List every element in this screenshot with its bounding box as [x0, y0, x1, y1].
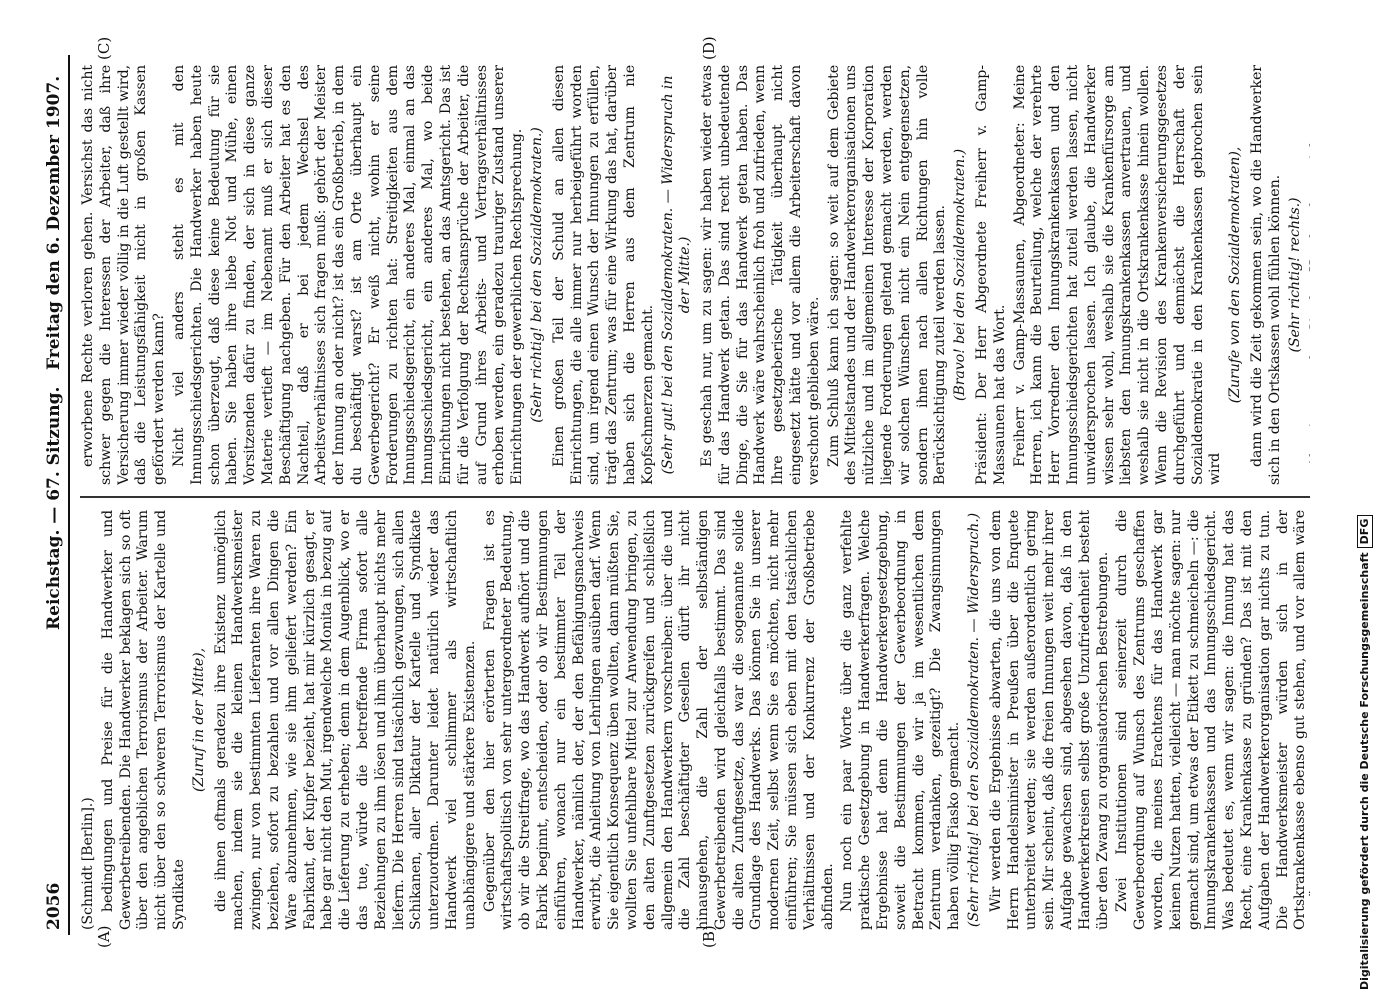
paragraph: die ihnen oftmals geradezu ihre Existenz unmöglich machen, indem sie die kleinen Handwerksmeister zwingen, nur von bestimmten Lieferanten ihre Waren zu beziehen, sofort zu bezahlen und vor allen Dingen die Ware abzunehmen, wie sie ihm geliefert werden? Ein Fabrikant, der Kupfer bezieht, hat mir kürzlich gesagt, er habe gar nicht den Mut, irgendwelche Monita in bezug auf die Lieferung zu erheben; denn in dem Augenblick, wo er das tue, würde die betreffende Firma sofort alle Beziehungen zu ihm lösen und ihm überhaupt nichts mehr liefern. Die Herren sind tatsächlich gezwungen, sich allen Schikanen, aller Diktatur der Kartelle und Syndikate unterzuordnen. Darunter leidet natürlich wieder das Handwerk viel schlimmer als wirtschaftlich unabhängigere und stärkere Existenzen.: [212, 510, 478, 930]
paragraph: Zum Schluß kann ich sagen: so weit auf dem Gebiete des Mittelstandes und der Handwerkerorganisationen uns nützliche und im allgemeinen Interesse der Korporation liegende Forderungen geltend gemacht werden, werden wir solchen Wünschen nicht ein Nein entgegensetzen, sondern ihnen nach allen Richtungen hin volle Berücksichtigung zuteil werden lassen.: [825, 65, 949, 485]
interjection: (Sehr richtig! bei den Sozialdemokraten.): [528, 127, 545, 423]
paragraph: dann wird die Zeit gekommen sein, wo die Handwerker sich in den Ortskassen wohl fühlen können.: [1249, 65, 1283, 485]
paragraph: erworbene Rechte verloren gehen. Versichst das nicht schwer gegen die Interessen der Arbeiter, daß ihre Versicherung immer wieder völlig in die Luft gestellt wird, daß die Leistungsfähigkeit nicht in großen Kassen gefördert werden kann?: [80, 65, 168, 485]
paragraph: Nicht viel anders steht es mit den Innungsschiedsgerichten. Die Handwerker haben heute schon überzeugt, daß diese keine Bedeutung für sie haben. Sie haben ihre liebe Not und Mühe, einen Vorsitzenden dafür zu finden, der sich in diese ganze Materie vertieft — im Nebenamt muß er sich dieser Beschäftigung nachgeben. Für den Arbeiter hat es den Nachteil, daß er bei jedem Wechsel des Arbeitsverhältnisses sich fragen muß: gehört der Meister der Innung an oder nicht? ist das ein Großbetrieb, in dem du beschäftigt warst? ist am Orte überhaupt ein Gewerbegericht? Er weiß nicht, wohin er seine Forderungen zu richten hat: Streitigkeiten aus dem Innungsschiedsgericht, ein anderes Mal, einmal an das Innungsschiedsgericht, ein anderes Mal, wo beide Einrichtungen nicht bestehen, an das Amtsgericht. Das ist für die Verfolgung der Rechtsansprüche der Arbeiter, die auf Grund ihres Arbeits- und Vertragsverhältnisses erhoben werden, ein geradezu trauriger Zustand unserer Einrichtungen der gewerblichen Rechtsprechung.: [170, 65, 526, 485]
page-number: 2056: [44, 882, 64, 930]
credit-text: Digitalisierung gefördert durch die Deutsche Forschungsgemeinschaft: [1358, 552, 1371, 990]
interjection: (Zuruf in der Mitte),: [190, 648, 207, 792]
session-title: Reichstag. — 67. Sitzung.: [44, 386, 64, 630]
paragraph: Freiherr v. Gamp-Massaunen, Abgeordneter: Meine Herren, ich kann die Beurteilung, welche der verehrte Herr Vorredner den Innungskrankenkassen und den Innungsschiedsgerichten hat zuteil werden lassen, nicht unwidersprochen lassen. Ich glaube, die Handwerker wissen sehr wohl, weshalb sie die Krankenfürsorge am liebsten den Innungskrankenkassen anvertrauen, und weshalb sie nicht in die Ortskrankenkasse hinein wollen. Wenn die Revision des Krankenversicherungsgesetzes durchgeführt und demnächst die Herrschaft der Sozialdemokratie in den Krankenkassen gebrochen sein wird: [1011, 65, 1224, 485]
paragraph: [1308, 65, 1310, 485]
paragraph: Zwei Institutionen sind seinerzeit durch die Gewerbeordnung auf Wunsch des Zentrums geschaffen worden, die meines Erachtens für das Handwerk gar keinen Nutzen hatten, vielleicht — man möchte sagen: nur gemacht sind, um etwas der Etikett zu schmeicheln —: die Innungskrankenkassen und das Innungsschiedsgericht. Was bedeutet es, wenn wir sagen: die Innung hat das Recht, eine Krankenkasse zu gründen? Das ist mit den Aufgaben der Handwerkerorganisation gar nichts zu tun. Die Handwerksmeister würden sich in der Ortskrankenkasse ebenso gut stehen, und vor allem wäre: [1114, 510, 1309, 930]
dfg-logo: DFG: [1357, 515, 1373, 549]
page-header: [40, 50, 68, 930]
interjection: (Bravo! bei den Sozialdemokraten.): [952, 148, 969, 402]
column-divider: [80, 496, 1310, 498]
right-text-column: [80, 65, 1310, 485]
margin-letter-d: (D): [700, 36, 718, 60]
paragraph: Es geschah nur, um zu sagen: wir haben wieder etwas für das Handwerk getan. Das sind recht unbedeutende Dinge, die Sie für das Handwerk getan haben. Das Handwerk wäre wahrscheinlich froh und zufrieden, wenn Ihre gesetzgeberische Tätigkeit überhaupt nicht eingesetzt hätte und vor allem die Arbeiterschaft davon verschont geblieben wäre.: [699, 65, 822, 485]
margin-letter-c: (C): [95, 36, 113, 60]
interjection: (Sehr richtig! rechts.): [1286, 197, 1303, 353]
paragraph: Einen großen Teil der Schuld an allen diesen Einrichtungen, die alle immer nur herbeigeführt worden sind, um irgend einen Wunsch der Innungen zu erfüllen, trägt das Zentrum; was für eine Wirkung das hat, darüber haben sich die Herren aus dem Zentrum nie Kopfschmerzen gemacht.: [550, 65, 656, 485]
interjection: (Sehr gut! bei den Sozialdemokraten. — Widerspruch in der Mitte.): [659, 75, 694, 475]
session-date: Freitag den 6. Dezember 1907.: [44, 75, 64, 370]
paragraph: bedingungen und Preise für die Handwerker und Gewerbetreibenden. Die Handwerker beklagen sich so oft über den angeblichen Terrorismus der Arbeiter. Warum nicht über den so schweren Terrorismus der Kartelle und Syndikate: [99, 510, 187, 930]
speaker-line: Präsident: Der Herr Abgeordnete Freiherr v. Gamp-Massaunen hat das Wort.: [974, 65, 1008, 485]
interjection: (Sehr richtig! bei den Sozialdemokraten. — Widerspruch.): [966, 512, 983, 928]
margin-letter-a: (A): [95, 925, 113, 948]
left-text-column: [80, 510, 1310, 930]
margin-letter-b: (B): [700, 925, 718, 948]
digitization-credit: [1354, 10, 1376, 990]
interjection: (Zurufe von den Sozialdemokraten),: [1227, 146, 1244, 404]
paragraph: Nun noch ein paar Worte über die ganz verfehlte praktische Gesetzgebung in Handwerkerfragen. Welche Ergebnisse hat denn die Handwerkergesetzgebung, soweit die Bestimmungen der Gewerbeordnung in Betracht kommen, die wir ja im wesentlichen dem Zentrum verdanken, gezeitigt? Die Zwangsinnungen haben völlig Fiasko gemacht.: [839, 510, 963, 930]
header-rule: [68, 55, 70, 935]
speaker-line: (Schmidt [Berlin].): [80, 797, 96, 930]
paragraph: Gegenüber den hier erörterten Fragen ist es wirtschaftspolitisch von sehr untergeordneter Bedeutung, ob wir die Streitfrage, wo das Handwerk aufhört und die Fabrik beginnt, entscheiden, oder ob wir Bestimmungen einführen, wonach nur ein bestimmter Teil der Handwerker, nämlich der, der den Befähigungsnachweis erwirbt, die Anleitung von Lehrlingen ausüben darf. Wenn Sie eigentlich Konsequenz üben wollten, dann müßten Sie, wollten Sie unfehlbare Mittel zur Anwendung bringen, zu den alten Zunftgesetzen zurückgreifen und schließlich allgemein den Handwerkern vorschreiben: über die und die Zahl beschäftigter Gesellen dürft ihr nicht hinausgehen, die Zahl der selbständigen Gewerbetreibenden wird gleichfalls bestimmt. Das sind die alten Zunftgesetze, das war die sogenannte solide Grundlage des Handwerks. Das können Sie in unserer modernen Zeit, selbst wenn Sie es möchten, nicht mehr einführen; Sie müssen sich eben mit den tatsächlichen Verhältnissen und der Konkurrenz der Großbetriebe abfinden.: [481, 510, 836, 930]
paragraph: Wir werden die Ergebnisse abwarten, die uns von dem Herrn Handelsminister in Preußen über die Enquete unterbreitet werden; sie werden außerordentlich gering sein. Mir scheint, daß die freien Innungen weit mehr ihrer Aufgabe gewachsen sind, abgesehen davon, daß in den Handwerkerkreisen selbst große Unzufriedenheit besteht über den Zwang zu organisatorischen Bestrebungen.: [987, 510, 1111, 930]
